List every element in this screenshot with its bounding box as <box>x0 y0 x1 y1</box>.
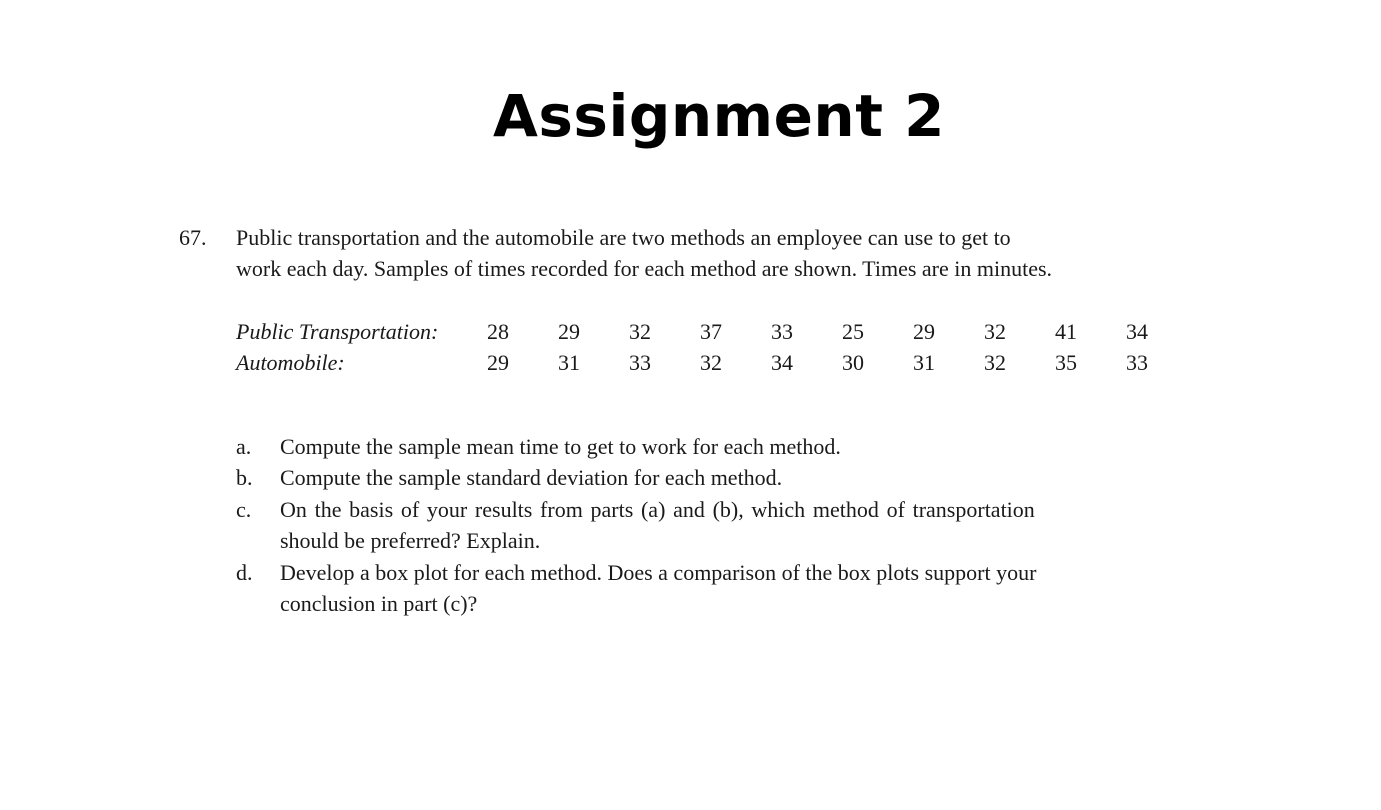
part-c-text-line-1: On the basis of your results from parts (a) and (b), which method of transportation <box>280 497 1035 522</box>
part-letter-a: a. <box>236 434 252 459</box>
data-value: 31 <box>913 350 935 375</box>
data-value: 31 <box>558 350 580 375</box>
data-value: 30 <box>842 350 864 375</box>
data-value: 32 <box>700 350 722 375</box>
part-letter-d: d. <box>236 560 253 585</box>
data-value: 33 <box>1126 350 1148 375</box>
part-b-text: Compute the sample standard deviation for each method. <box>280 465 783 490</box>
data-value: 34 <box>771 350 793 375</box>
data-value: 37 <box>700 319 722 344</box>
data-value: 41 <box>1055 319 1077 344</box>
part-a-text: Compute the sample mean time to get to work for each method. <box>280 434 841 459</box>
part-letter-b: b. <box>236 465 253 490</box>
data-value: 35 <box>1055 350 1077 375</box>
data-value: 29 <box>558 319 580 344</box>
part-c-text-line-2: should be preferred? Explain. <box>280 528 541 553</box>
part-letter-c: c. <box>236 497 252 522</box>
data-value: 32 <box>984 350 1006 375</box>
data-label-public-transportation: Public Transportation: <box>236 319 439 344</box>
data-value: 32 <box>984 319 1006 344</box>
part-d-text-line-1: Develop a box plot for each method. Does a comparison of the box plots support your <box>280 560 1037 585</box>
data-value: 29 <box>913 319 935 344</box>
data-label-automobile: Automobile: <box>236 350 345 375</box>
data-value: 32 <box>629 319 651 344</box>
data-value: 33 <box>771 319 793 344</box>
data-value: 34 <box>1126 319 1148 344</box>
problem-number: 67. <box>179 225 207 250</box>
data-value: 33 <box>629 350 651 375</box>
part-d-text-line-2: conclusion in part (c)? <box>280 591 478 616</box>
data-value: 25 <box>842 319 864 344</box>
intro-line-1: Public transportation and the automobile are two methods an employee can use to get to <box>236 225 1011 250</box>
slide-title: Assignment 2 <box>493 82 945 150</box>
intro-line-2: work each day. Samples of times recorded for each method are shown. Times are in minutes. <box>236 256 1053 281</box>
data-value: 29 <box>487 350 509 375</box>
data-value: 28 <box>487 319 509 344</box>
